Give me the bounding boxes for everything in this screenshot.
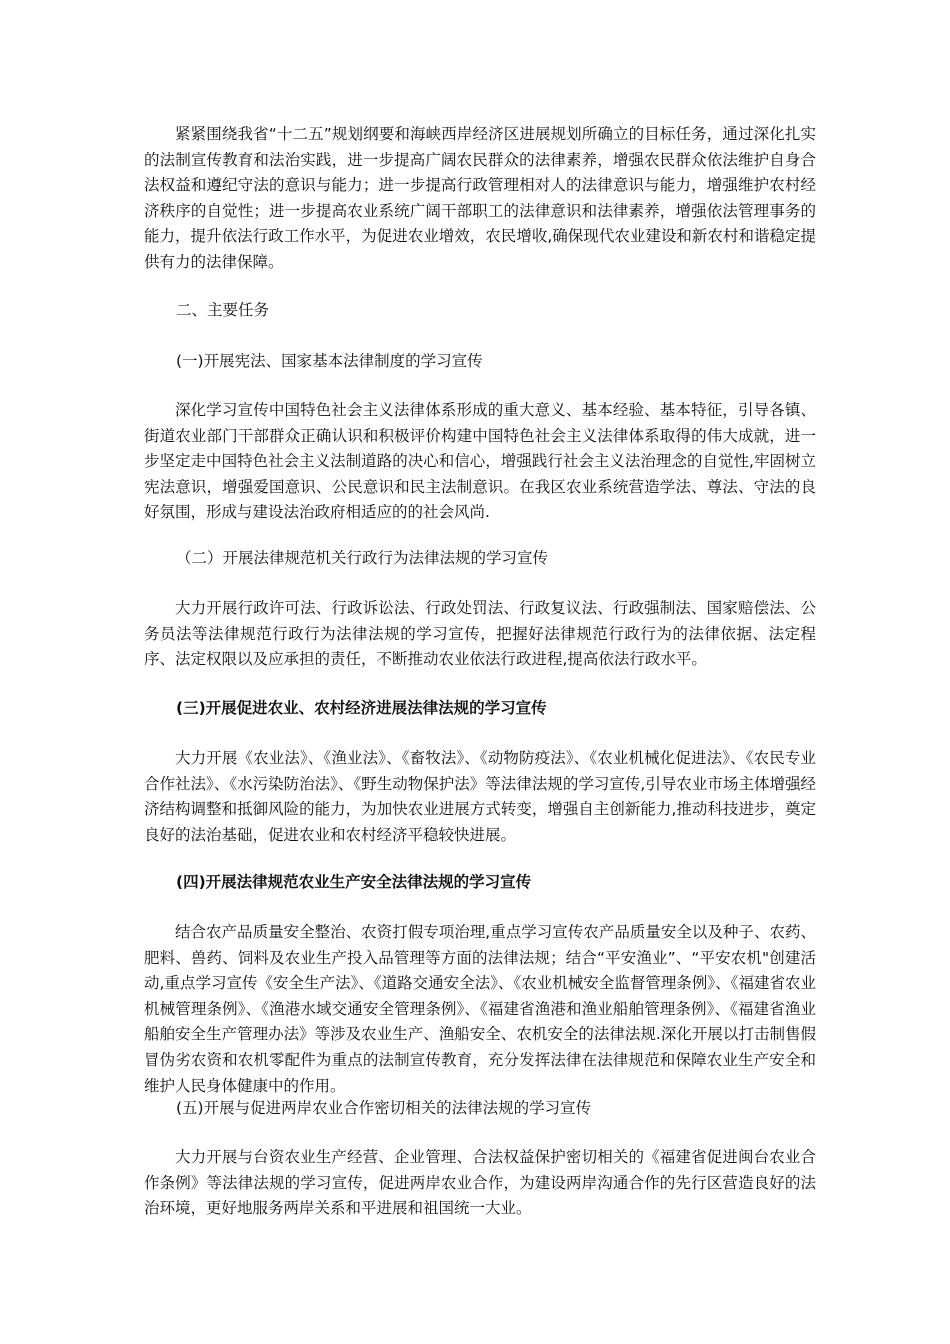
section-5-heading: (五)开展与促进两岸农业合作密切相关的法律法规的学习宣传 <box>176 1099 592 1117</box>
section-1-body: 深化学习宣传中国特色社会主义法律体系形成的重大意义、基本经验、基本特征，引导各镇、街道农业部门干部群众正确认识和积极评价构建中国特色社会主义法律体系取得的伟大成就，进一步坚定走中国特色社会主义法制道路的决心和信心，增强践行社会主义法治理念的自觉性,牢固树立宪法意识，增强爱国意识、公民意识和民主法制意识。在我区农业系统营造学法、尊法、守法的良好氛围，形成与建设法治政府相适应的的社会风尚. <box>144 401 816 522</box>
section-3-heading: (三)开展促进农业、农村经济进展法律法规的学习宣传 <box>176 699 547 717</box>
section-2-heading: （二）开展法律规范机关行政行为法律法规的学习宣传 <box>176 549 549 567</box>
section-1-heading: (一)开展宪法、国家基本法律制度的学习宣传 <box>176 352 483 370</box>
section-4-heading: (四)开展法律规范农业生产安全法律法规的学习宣传 <box>176 873 532 891</box>
section-3-body: 大力开展《农业法》、《渔业法》、《畜牧法》、《动物防疫法》、《农业机械化促进法》、《农民专业合作社法》、《水污染防治法》、《野生动物保护法》等法律法规的学习宣传,引导农业市场主体增强经济结构调整和抵御风险的能力，为加快农业进展方式转变，增强自主创新能力,推动科技进步，奠定良好的法治基础，促进农业和农村经济平稳较快进展。 <box>144 749 816 844</box>
section-title: 二、主要任务 <box>176 301 270 319</box>
intro-paragraph: 紧紧围绕我省“十二五”规划纲要和海峡西岸经济区进展规划所确立的目标任务，通过深化扎实的法制宣传教育和法治实践，进一步提高广阔农民群众的法律素养，增强农民群众依法维护自身合法权益和遵纪守法的意识与能力；进一步提高行政管理相对人的法律意识与能力，增强维护农村经济秩序的自觉性；进一步提高农业系统广阔干部职工的法律意识和法律素养，增强依法管理事务的能力，提升依法行政工作水平，为促进农业增效，农民增收,确保现代农业建设和新农村和谐稳定提供有力的法律保障。 <box>144 125 816 271</box>
section-4-body: 结合农产品质量安全整治、农资打假专项治理,重点学习宣传农产品质量安全以及种子、农药、肥料、兽药、饲料及农业生产投入品管理等方面的法律法规；结合“平安渔业”、“平安农机"创建活动,重点学习宣传《安全生产法》、《道路交通安全法》、《农业机械安全监督管理条例》、《福建省农业机械管理条例》、《渔港水域交通安全管理条例》、《福建省渔港和渔业船舶管理条例》、《福建省渔业船舶安全生产管理办法》等涉及农业生产、渔船安全、农机安全的法律法规.深化开展以打击制售假冒伪劣农资和农机零配件为重点的法制宣传教育，充分发挥法律在法律规范和保障农业生产安全和维护人民身体健康中的作用。 <box>144 923 816 1095</box>
section-2-body: 大力开展行政许可法、行政诉讼法、行政处罚法、行政复议法、行政强制法、国家赔偿法、公务员法等法律规范行政行为法律法规的学习宣传，把握好法律规范行政行为的法律依据、法定程序、法定权限以及应承担的责任，不断推动农业依法行政进程,提高依法行政水平。 <box>144 599 816 669</box>
section-5-body: 大力开展与台资农业生产经营、企业管理、合法权益保护密切相关的《福建省促进闽台农业合作条例》等法律法规的学习宣传，促进两岸农业合作，为建设两岸沟通合作的先行区营造良好的法治环境，更好地服务两岸关系和平进展和祖国统一大业。 <box>144 1148 816 1218</box>
